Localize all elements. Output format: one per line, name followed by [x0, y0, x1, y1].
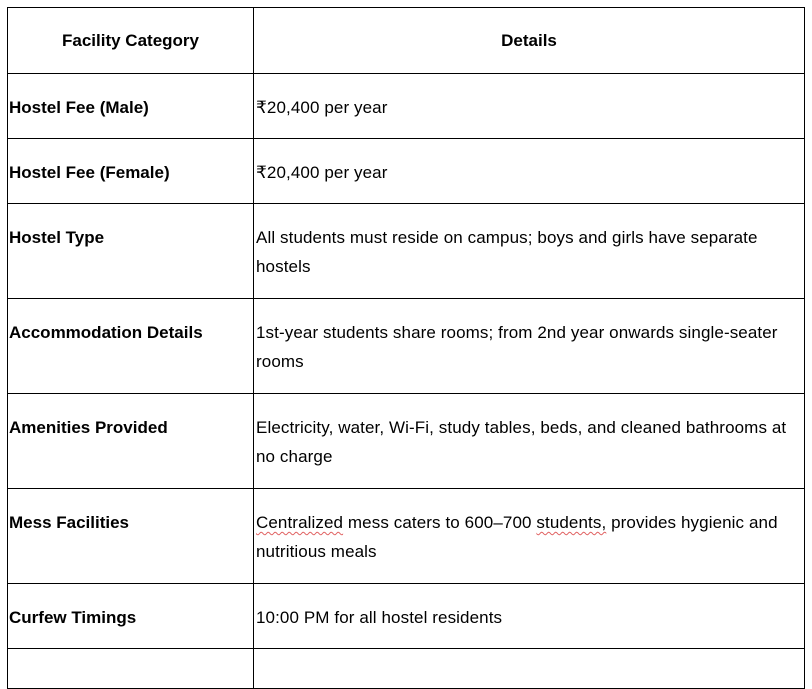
spellcheck-word: Centralized	[256, 513, 344, 532]
row-details: ₹20,400 per year	[254, 74, 805, 139]
text-span: mess caters to 600–700	[343, 513, 537, 532]
row-category: Hostel Type	[8, 204, 254, 299]
spellcheck-word: students,	[536, 513, 607, 532]
table-row	[8, 584, 805, 649]
row-category: Mess Facilities	[8, 489, 254, 584]
row-details: Electricity, water, Wi-Fi, study tables, beds, and cleaned bathrooms at no charge	[254, 394, 805, 489]
table-row	[8, 74, 805, 139]
row-details: All students must reside on campus; boys and girls have separate hostels	[254, 204, 805, 299]
row-details: 10:00 PM for all hostel residents	[254, 584, 805, 649]
header-details: Details	[254, 8, 805, 74]
row-category: Hostel Fee (Male)	[8, 74, 254, 139]
text-span: provides hygienic and nutritious meals	[256, 513, 778, 561]
row-category: Curfew Timings	[8, 584, 254, 649]
table-row	[8, 489, 805, 584]
table-row	[8, 139, 805, 204]
facility-table	[7, 7, 805, 689]
table-header-row	[8, 8, 805, 74]
row-category: Hostel Fee (Female)	[8, 139, 254, 204]
table-row	[8, 394, 805, 489]
table-row	[8, 299, 805, 394]
row-details: ₹20,400 per year	[254, 139, 805, 204]
row-details: 1st-year students share rooms; from 2nd year onwards single-seater rooms	[254, 299, 805, 394]
row-category: Accommodation Details	[8, 299, 254, 394]
row-details	[254, 489, 805, 584]
header-facility-category: Facility Category	[8, 8, 254, 74]
table-row	[8, 204, 805, 299]
row-category: Amenities Provided	[8, 394, 254, 489]
